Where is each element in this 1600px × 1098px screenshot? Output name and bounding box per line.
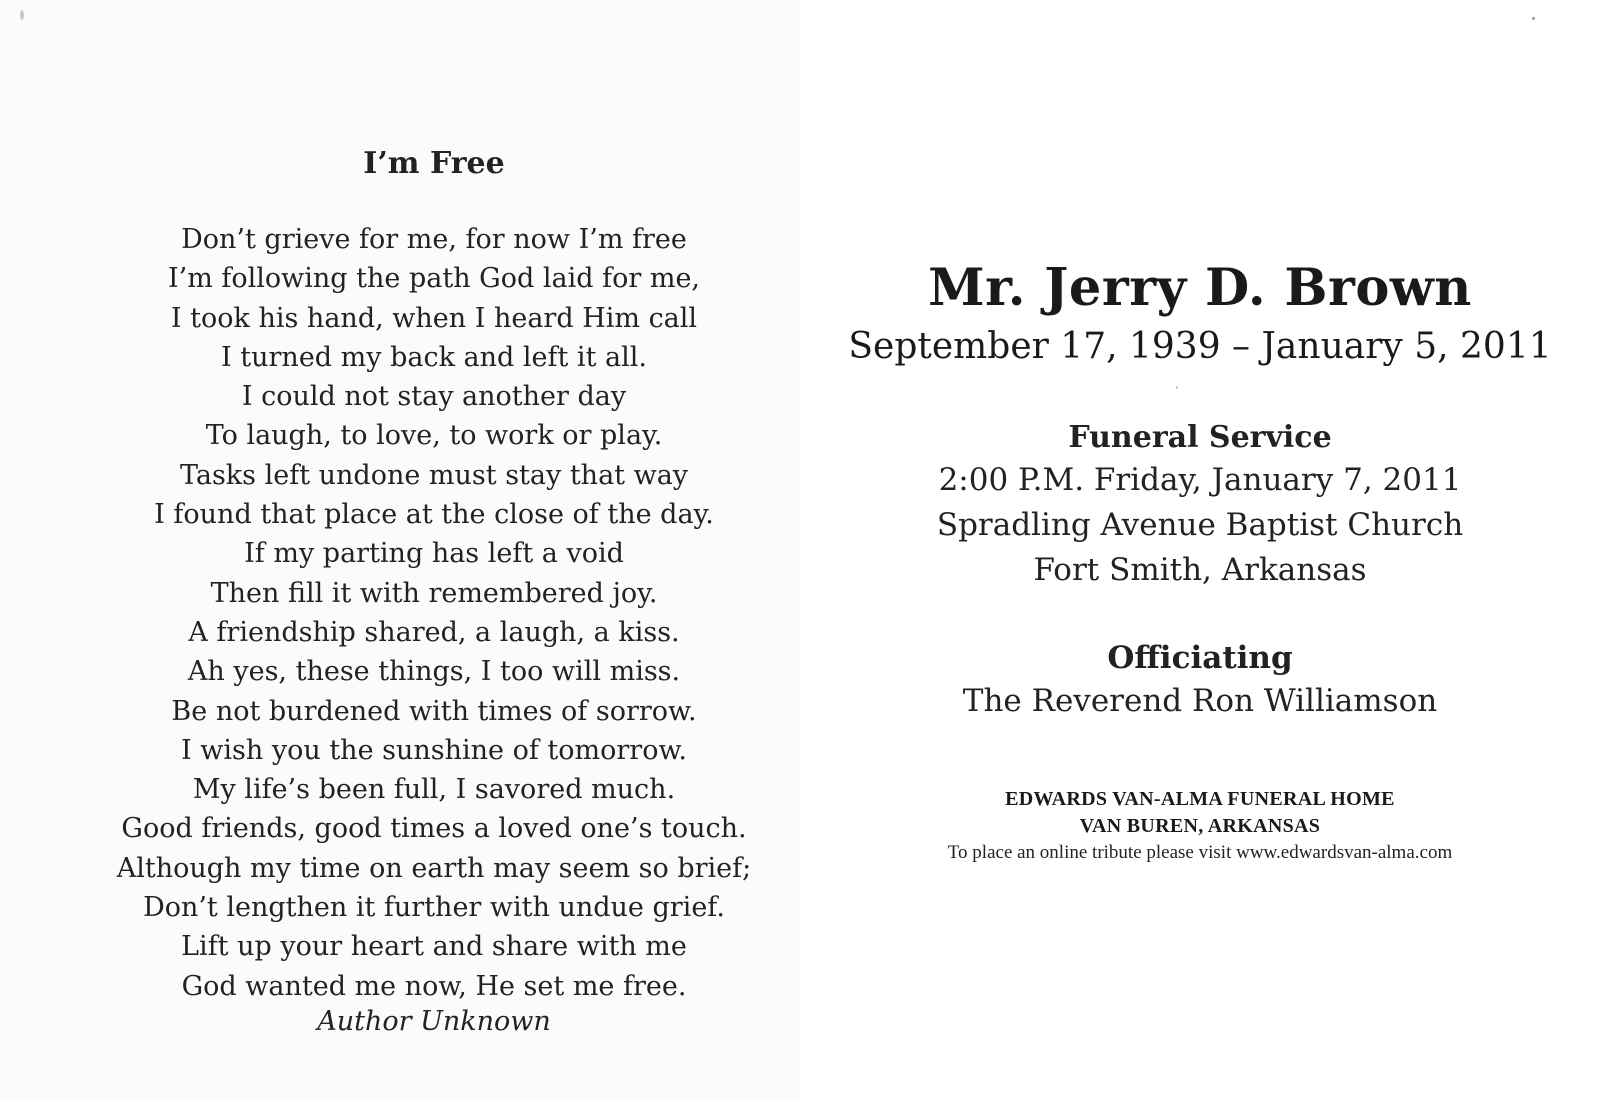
poem-line: Ah yes, these things, I too will miss. [187,656,681,688]
poem-line: I wish you the sunshine of tomorrow. [181,734,687,766]
scan-speck [1176,386,1178,389]
poem-line: A friendship shared, a laugh, a kiss. [188,616,680,648]
scan-speck [20,10,24,20]
poem-line: To laugh, to love, to work or play. [205,420,663,452]
poem-line: My life’s been full, I savored much. [192,774,676,806]
life-dates: September 17, 1939 – January 5, 2011 [848,326,1552,367]
deceased-name: Mr. Jerry D. Brown [928,258,1472,318]
officiant-name: The Reverend Ron Williamson [962,683,1438,719]
scan-speck [1532,17,1535,20]
poem-line: I took his hand, when I heard Him call [170,302,698,334]
poem-line: Good friends, good times a loved one’s touch. [121,813,747,845]
funeral-home-name: EDWARDS VAN-ALMA FUNERAL HOME [1005,788,1395,810]
poem-line: Don’t lengthen it further with undue grief. [143,892,725,924]
poem-title: I’m Free [363,146,505,181]
poem-line: Then fill it with remembered joy. [210,577,658,609]
officiating-heading: Officiating [1107,640,1293,676]
poem-author: Author Unknown [317,1006,551,1037]
poem-line: Although my time on earth may seem so brief; [116,852,752,884]
service-venue: Spradling Avenue Baptist Church [936,507,1464,543]
poem-line: Tasks left undone must stay that way [179,459,689,491]
poem-line: Don’t grieve for me, for now I’m free [181,224,687,255]
poem-line: Be not burdened with times of sorrow. [171,695,697,727]
service-city: Fort Smith, Arkansas [1033,552,1367,588]
poem-line: I could not stay another day [241,381,627,413]
service-time: 2:00 P.M. Friday, January 7, 2011 [938,462,1462,498]
poem-line: If my parting has left a void [244,538,624,570]
poem-line: Lift up your heart and share with me [181,931,687,963]
poem-line: I’m following the path God laid for me, [167,263,701,295]
online-tribute-note: To place an online tribute please visit www.edwardsvan-alma.com [947,842,1453,863]
poem-line: God wanted me now, He set me free. [181,970,687,1002]
poem-body [0,220,868,1006]
service-heading: Funeral Service [1068,420,1332,455]
service-info-panel [800,0,1600,1098]
poem-line: I turned my back and left it all. [221,341,647,373]
funeral-home-city: VAN BUREN, ARKANSAS [1079,815,1321,837]
poem-line: I found that place at the close of the day. [154,499,714,531]
